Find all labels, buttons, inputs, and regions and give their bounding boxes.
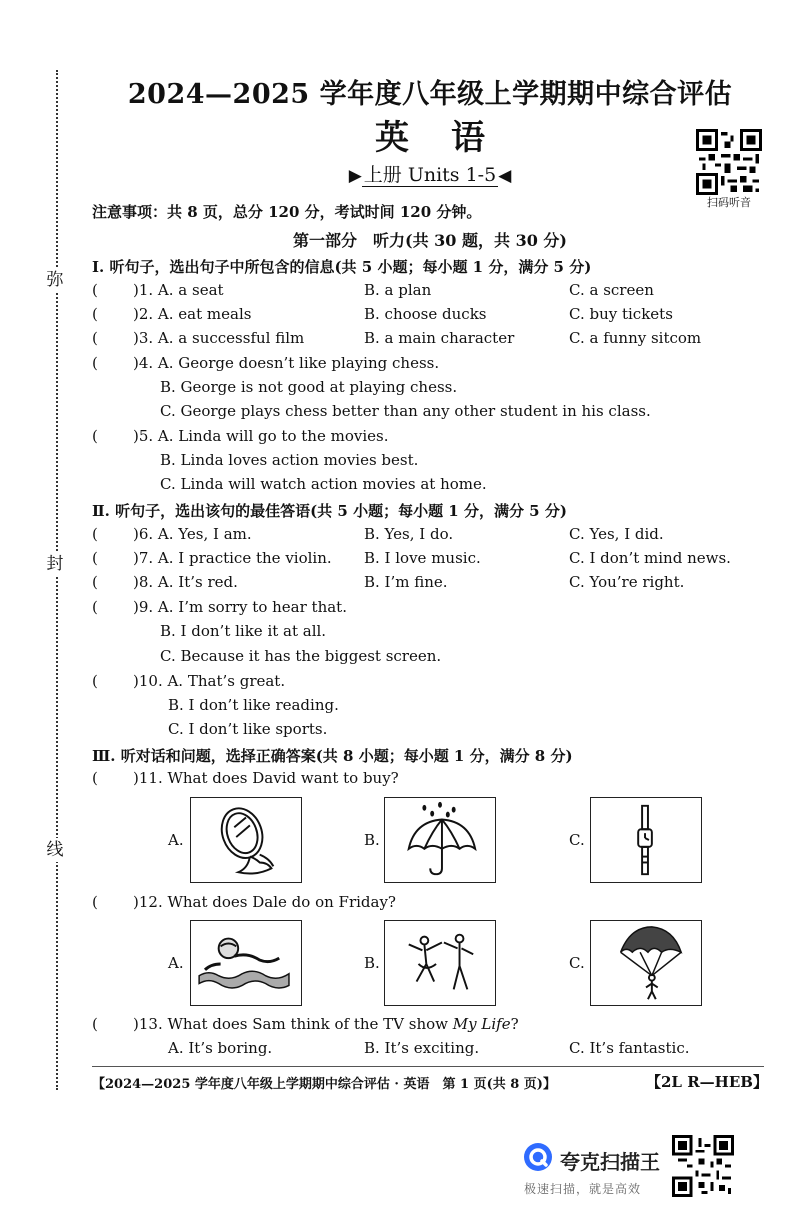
q11-picture-b [384, 797, 496, 883]
q11-label-c: C. [569, 831, 585, 849]
q10-option-b: B. I don’t like reading. [168, 696, 339, 714]
answer-paren: ( [92, 598, 98, 616]
footer-divider [92, 1066, 764, 1067]
q9-option-c: C. Because it has the biggest screen. [160, 647, 442, 665]
q6-option-c: C. Yes, I did. [569, 525, 664, 543]
q12-picture-c [590, 920, 702, 1006]
q2-option-c: C. buy tickets [569, 305, 673, 323]
qr-code-icon[interactable] [672, 1135, 734, 1197]
q7-option-a: )7. A. I practice the violin. [133, 549, 332, 567]
section-2-heading: Ⅱ. 听句子，选出该句的最佳答语(共 5 小题；每小题 1 分，满分 5 分) [92, 502, 567, 520]
q11-label-b: B. [364, 831, 380, 849]
seal-char-2: 封 [42, 552, 68, 576]
q5-option-b: B. Linda loves action movies best. [160, 451, 419, 469]
qr-label: 扫码听音 [707, 196, 751, 209]
answer-paren: ( [92, 427, 98, 445]
scanner-app-name: 夸克扫描王 [560, 1150, 660, 1174]
seal-char-3: 线 [42, 838, 68, 862]
answer-paren: ( [92, 1015, 98, 1033]
q9-option-b: B. I don’t like it at all. [160, 622, 327, 640]
q11-picture-a [190, 797, 302, 883]
q7-option-b: B. I love music. [364, 549, 481, 567]
q4-option-b: B. George is not good at playing chess. [160, 378, 458, 396]
q4-option-c: C. George plays chess better than any other student in his class. [160, 402, 651, 420]
qr-code-icon[interactable] [696, 129, 762, 195]
answer-paren: ( [92, 893, 98, 911]
dancers-icon [385, 921, 495, 1005]
parachute-icon [591, 921, 701, 1005]
scope-label [100, 160, 760, 187]
q3-option-a: )3. A. a successful film [133, 329, 305, 347]
answer-paren: ( [92, 281, 98, 299]
q2-option-a: )2. A. eat meals [133, 305, 252, 323]
q6-option-b: B. Yes, I do. [364, 525, 454, 543]
q6-option-a: )6. A. Yes, I am. [133, 525, 252, 543]
q3-option-b: B. a main character [364, 329, 515, 347]
section-3-heading: Ⅲ. 听对话和问题，选择正确答案(共 8 小题；每小题 1 分，满分 8 分) [92, 747, 573, 765]
q10-option-a: )10. A. That’s great. [133, 672, 286, 690]
umbrella-icon [385, 798, 495, 882]
answer-paren: ( [92, 305, 98, 323]
subject-title: 英语 [375, 118, 527, 158]
q11-picture-c [590, 797, 702, 883]
scanner-slogan: 极速扫描，就是高效 [524, 1182, 642, 1196]
q8-option-a: )8. A. It’s red. [133, 573, 238, 591]
q5-option-c: C. Linda will watch action movies at home. [160, 475, 487, 493]
q13-option-c: C. It’s fantastic. [569, 1039, 690, 1057]
answer-paren: ( [92, 354, 98, 372]
right-triangle-icon: ◀ [498, 166, 512, 186]
q13-option-a: A. It’s boring. [168, 1039, 273, 1057]
q13-option-b: B. It’s exciting. [364, 1039, 480, 1057]
q13-stem: )13. What does Sam think of the TV show My Life? [133, 1015, 519, 1033]
q8-option-b: B. I’m fine. [364, 573, 448, 591]
q12-label-b: B. [364, 954, 380, 972]
answer-paren: ( [92, 573, 98, 591]
answer-paren: ( [92, 525, 98, 543]
seal-char-1: 弥 [42, 268, 68, 292]
left-triangle-icon: ▶ [348, 166, 362, 186]
section-1-heading: Ⅰ. 听句子，选出句子中所包含的信息(共 5 小题；每小题 1 分，满分 5 分) [92, 258, 592, 276]
paper-code: 【2L R—HEB】 [646, 1073, 768, 1091]
swimmer-icon [191, 921, 301, 1005]
exam-title: 2024—2025 学年度八年级上学期期中综合评估 [127, 79, 733, 110]
scope-text: 上册 Units 1-5 [363, 164, 497, 186]
q12-label-a: A. [168, 954, 184, 972]
q12-stem: )12. What does Dale do on Friday? [133, 893, 396, 911]
q2-option-b: B. choose ducks [364, 305, 487, 323]
q12-picture-a [190, 920, 302, 1006]
q4-option-a: )4. A. George doesn’t like playing chess. [133, 354, 440, 372]
q8-option-c: C. You’re right. [569, 573, 685, 591]
q5-option-a: )5. A. Linda will go to the movies. [133, 427, 389, 445]
mirror-icon [191, 798, 301, 882]
q12-picture-b [384, 920, 496, 1006]
page-footer: 【2024—2025 学年度八年级上学期期中综合评估 · 英语 第 1 页(共 8 页)】 [92, 1077, 556, 1092]
notice: 注意事项：共 8 页，总分 120 分，考试时间 120 分钟。 [92, 203, 482, 221]
q12-label-c: C. [569, 954, 585, 972]
q7-option-c: C. I don’t mind news. [569, 549, 731, 567]
answer-paren: ( [92, 672, 98, 690]
q1-option-a: )1. A. a seat [133, 281, 224, 299]
part-one-heading: 第一部分 听力(共 30 题，共 30 分) [293, 231, 567, 250]
q11-label-a: A. [168, 831, 184, 849]
binding-dotted-line [56, 70, 58, 1090]
answer-paren: ( [92, 549, 98, 567]
q10-option-c: C. I don’t like sports. [168, 720, 328, 738]
answer-paren: ( [92, 329, 98, 347]
q11-stem: )11. What does David want to buy? [133, 769, 399, 787]
watch-icon [591, 798, 701, 882]
answer-paren: ( [92, 769, 98, 787]
q1-option-b: B. a plan [364, 281, 432, 299]
scanner-logo-icon [522, 1141, 554, 1173]
q3-option-c: C. a funny sitcom [569, 329, 702, 347]
show-title: My Life [452, 1015, 511, 1033]
q9-option-a: )9. A. I’m sorry to hear that. [133, 598, 347, 616]
q1-option-c: C. a screen [569, 281, 654, 299]
